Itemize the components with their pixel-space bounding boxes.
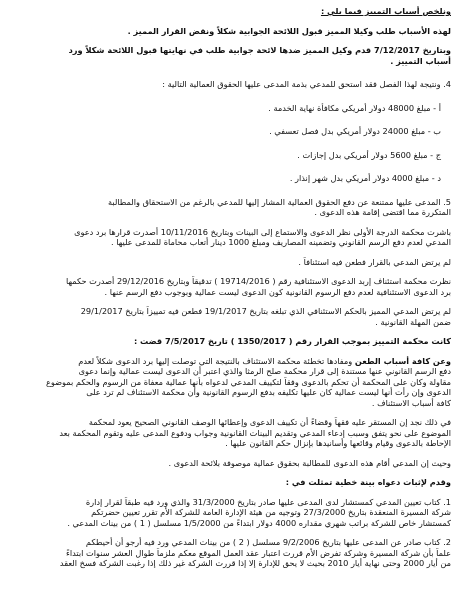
section-heading-evidence: وقدم لإثبات دعواه بينة خطية تمثلت في : [285, 477, 451, 487]
paragraph-claim: وحيث إن المدعي أقام هذه الدعوى للمطالبة بحقوق عمالية موصوفة بلائحة الدعوى . [168, 457, 451, 468]
paragraph-first-instance-line1: باشرت محكمة الدرجة الأولى نظر الدعوى والاستماع إلى البينات وبتاريخ 10/11/2016 أصدرت قرارها برد دعوى [74, 226, 451, 237]
paragraph-request: لهذه الأسباب طلب وكيلا المميز قبول اللائحة الجوابية شكلاً ونقض القرار المميز . [127, 25, 451, 36]
paragraph-evidence2-line1: 2. كتاب صادر عن المدعى عليها بتاريخ 9/2/2006 مسلسل ( 2 ) من بينات المدعي ورد فيه أرجو أن أحيطكم [85, 537, 451, 547]
list-item: د - مبلغ 4000 دولار أمريكي بدل شهر إنذار . [289, 173, 441, 183]
paragraph-evidence2-line3: من أيار 2000 وحتى نهاية أيار 2010 بحيث لا يحق للإدارة إلا إذا قررت الشركة غير ذلك إذا رغبت الشركة فسخ العقد [59, 558, 451, 568]
paragraph-finding-line3: الإحاطة بالدعوى وقيام وقائعها وأسانيدها بإنزال حكم القانون عليها . [225, 438, 451, 448]
paragraph-grounds-line3: مقاولة وكان على المحكمة أن تحكم بالدعوى وفقاً لتكييف المدعي لدعواه بأنها عمالية معفاة من الرسوم والحكم بموضوع [45, 376, 451, 387]
list-item: ج - مبلغ 5600 دولار أمريكي بدل إجازات . [297, 149, 441, 160]
paragraph-refusal-line1: 5. المدعى عليها ممتنعة عن دفع الحقوق العمالية المشار إليها للمدعي بالرغم من الاستحقاق والمطالبة [107, 196, 451, 207]
paragraph-appeal-court-line1: نظرت محكمة استئناف إربد الدعوى الاستئنافية رقم ( 19714/2016 ) تدقيقاً وبتاريخ 29/12/2016 أصدرت حكمها [65, 276, 451, 286]
paragraph-grounds-line2: دفع الرسم القانوني عنها مستندة إلى قرار محكمة صلح الرمثا والذي اعتبر أن الدعوى ليست عمالية وإنما دعوى [78, 366, 451, 376]
paragraph-evidence1-line2: شركة المسيرة المنعقدة بتاريخ 27/3/2000 وتوجيه من هيئة الإدارة العامة للشركة الأم تقرر تعيين حضرتكم [91, 507, 451, 517]
paragraph-cassation-filed-line2: ضمن المهلة القانونية . [375, 316, 451, 327]
list-item: أ - مبلغ 48000 دولار أمريكي مكافأة نهاية الخدمة . [268, 102, 441, 113]
paragraph-refusal-line2: المتكررة مما اقتضى إقامة هذه الدعوى . [314, 207, 451, 217]
paragraph-finding-line1: في ذلك نجد إن المستقر عليه فقهاً وقضاءً أن تكييف الدعوى وإعطائها الوصف القانوني الصحيح يعود لمحكمة [88, 417, 451, 427]
paragraph-evidence2-line2: علماً بأن شركة المسيرة وشركة تفرض الأم قررت اعتبار عقد العمل الموقع معكم ملزماً طوال العشر سنوات ابتداءً [66, 547, 451, 558]
paragraph-rights-intro: 4. ونتيجة لهذا الفصل فقد استحق للمدعي بذمة المدعى عليها الحقوق العمالية التالية : [162, 79, 451, 89]
grounds-text: ومفادها تخطئة محكمة الاستئناف بالنتيجة التي توصلت إليها برد الدعوى شكلاً لعدم [78, 355, 355, 366]
paragraph-appeal-court-line2: برد الدعوى الاستئنافية لعدم دفع الرسوم القانونية كون الدعوى ليست عمالية وبوجوب دفع الرسم عنها . [104, 286, 451, 297]
paragraph-grounds-line5: كافة أسباب الاستئناف . [371, 397, 451, 408]
section-heading-decision: كانت محكمة التمييز بموجب القرار رقم ( 1350/2017 ) تاريخ 7/5/2017 قضت : [133, 336, 451, 346]
paragraph-evidence1-line3: كمستشار خاص للشركة براتب شهري مقداره 4000 دولار ابتداءً من 1/5/2000 مسلسل ( 1 ) من بينات المدعي . [67, 517, 451, 528]
grounds-lead: وعن كافة أسباب الطعن [354, 355, 451, 366]
paragraph-reply-line1: وبتاريخ 7/12/2017 قدم وكيل المميز ضدها لائحة جوابية طلب في نهايتها قبول اللائحة شكلاً ورد [68, 45, 451, 55]
paragraph-reply-line2: أسباب التمييز . [390, 55, 451, 66]
paragraph-appeal-filed: لم يرتض المدعي بالقرار فطعن فيه استئنافاً . [298, 256, 451, 267]
paragraph-cassation-filed-line1: لم يرتض المدعي المميز بالحكم الاستئنافي الذي تبلغه بتاريخ 19/1/2017 فطعن فيه تمييزاً بتاريخ 29/1/2017 [80, 306, 451, 316]
list-item: ب - مبلغ 24000 دولار أمريكي بدل فصل تعسفي . [269, 126, 441, 136]
top-heading: ونلخص أسباب التمييز فيما يلي : [320, 6, 451, 16]
paragraph-grounds-line1 [10, 356, 451, 367]
paragraph-first-instance-line2: المدعي لعدم دفع الرسم القانوني وتضمينه المصاريف ومبلغ 1000 دينار أتعاب محاماة للمدعى عليها . [111, 237, 451, 247]
paragraph-evidence1-line1: 1. كتاب تعيين المدعي كمستشار لدى المدعى عليها صادر بتاريخ 31/3/2000 والذي ورد فيه طبقاً لقرار إدارة [85, 496, 451, 507]
paragraph-grounds-line4: الدعوى وإن رأت أنها ليست عمالية كان عليها تكليفه بدفع الرسوم القانونية وأن محكمة الاستئناف لم ترد على [86, 387, 451, 397]
paragraph-finding-line2: الموضوع على نحو يتفق وسبب إدعاء المدعي وتقديم البينات القانونية وجواب ودفوع المدعى عليه وتقوم المحكمة بعد [59, 427, 451, 438]
